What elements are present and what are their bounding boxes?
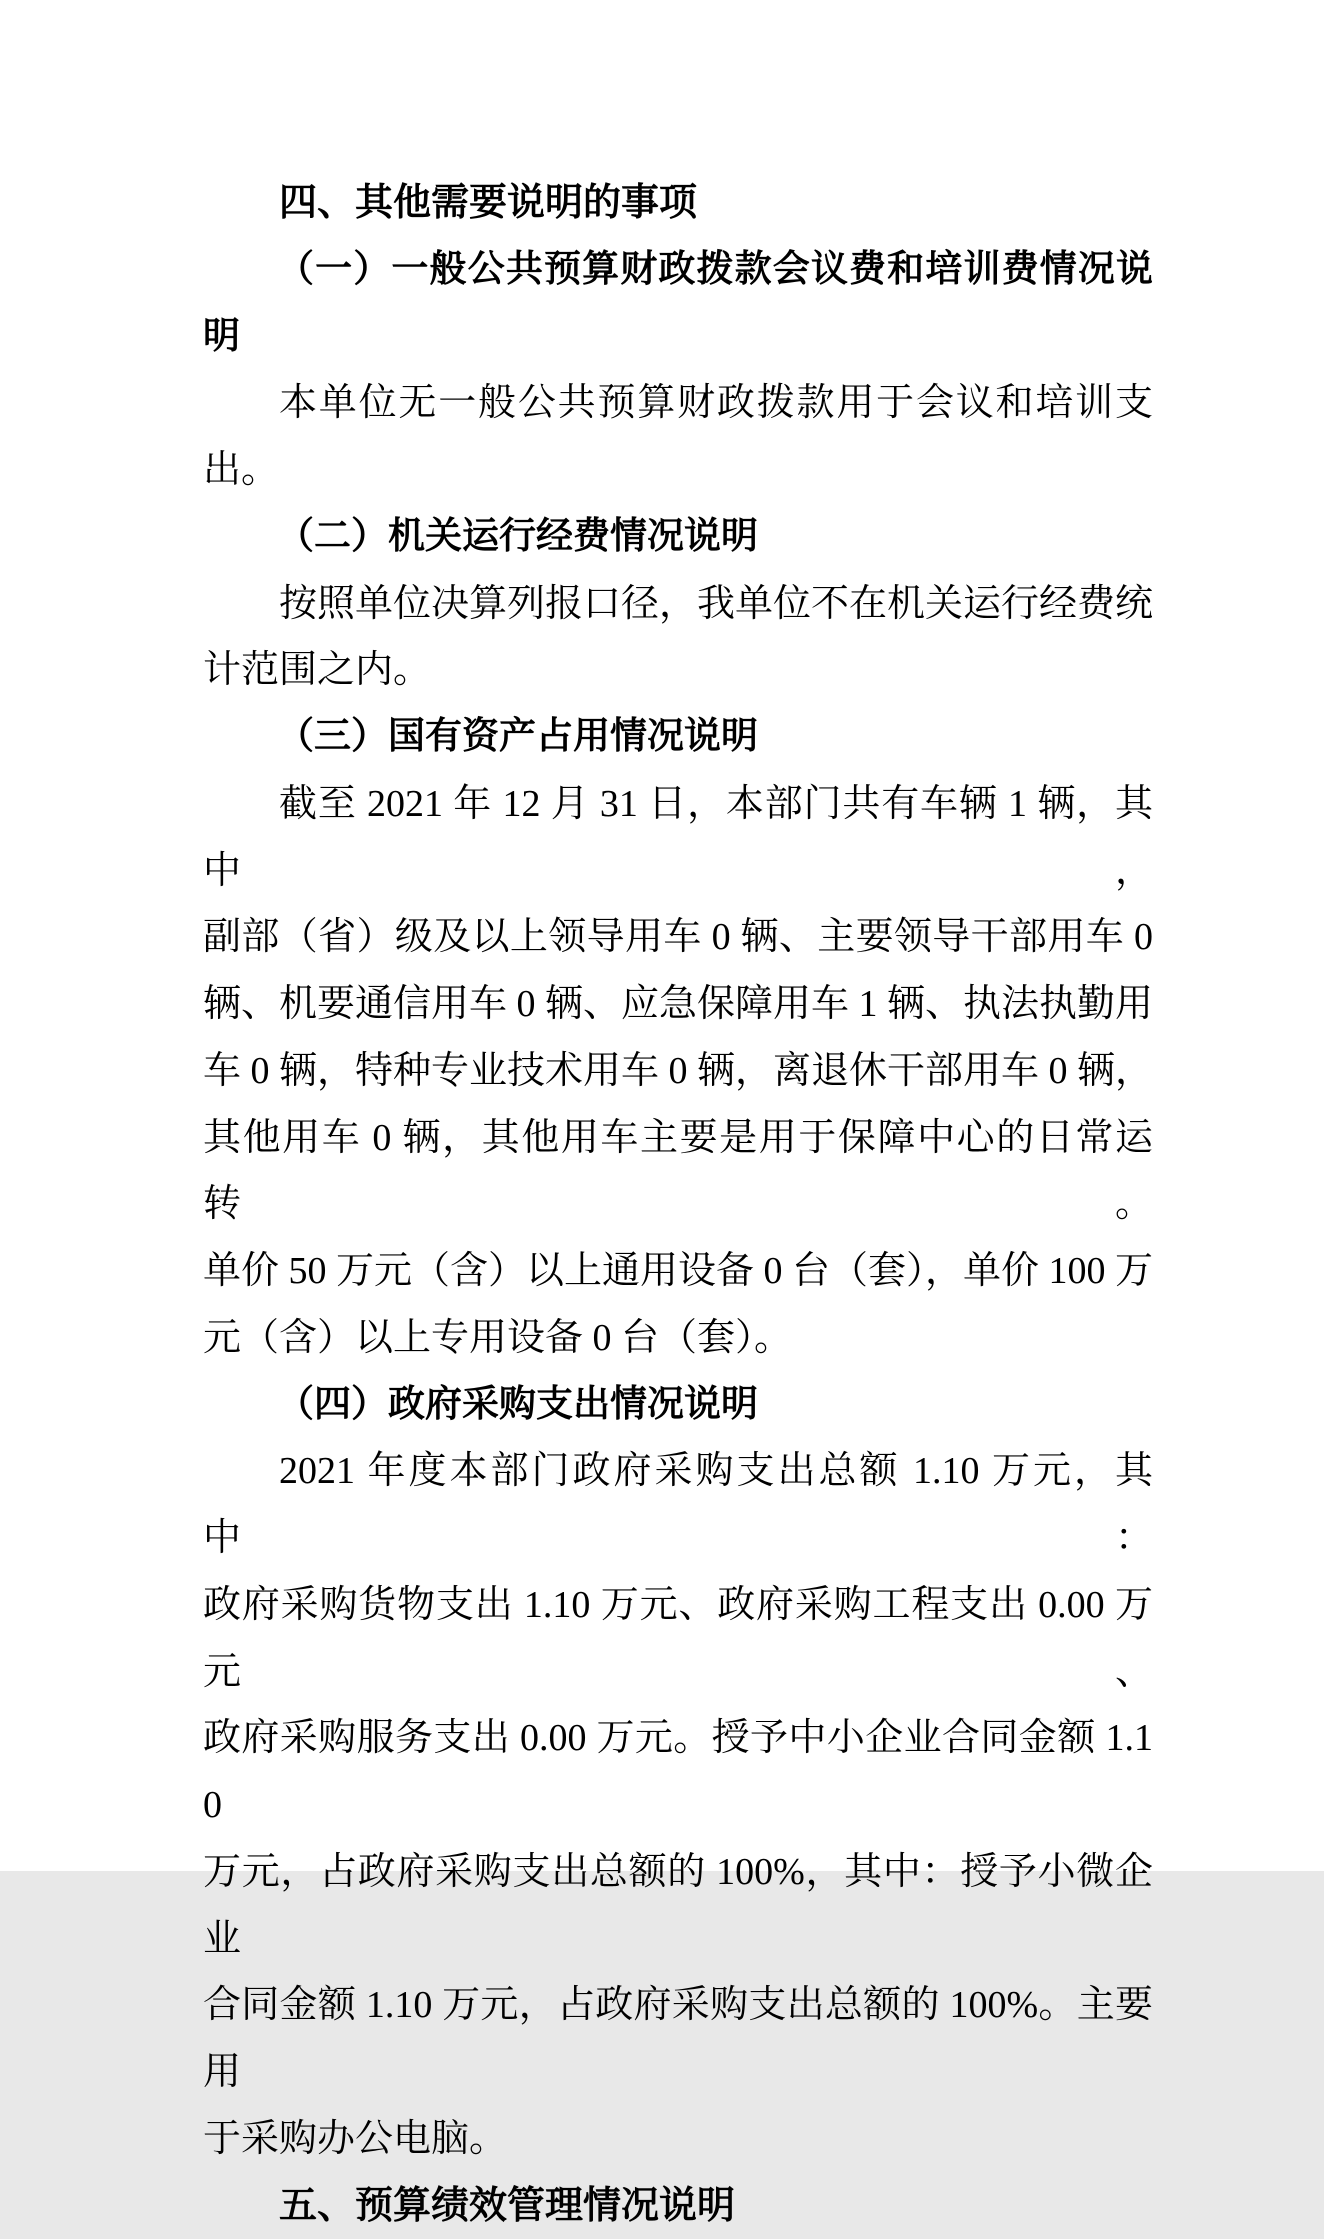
text-line: 合同金额 1.10 万元，占政府采购支出总额的 100%。主要用 <box>203 1972 1153 2106</box>
text-line: （二）机关运行经费情况说明 <box>203 504 1153 571</box>
text-line: 辆、机要通信用车 0 辆、应急保障用车 1 辆、执法执勤用 <box>203 971 1153 1038</box>
text-line: 车 0 辆，特种专业技术用车 0 辆，离退休干部用车 0 辆， <box>203 1038 1153 1105</box>
text-line: 副部（省）级及以上领导用车 0 辆、主要领导干部用车 0 <box>203 904 1153 971</box>
text-line: 政府采购服务支出 0.00 万元。授予中小企业合同金额 1.10 <box>203 1705 1153 1839</box>
text-line: 万元，占政府采购支出总额的 100%，其中：授予小微企业 <box>203 1839 1153 1973</box>
text-line: 截至 2021 年 12 月 31 日，本部门共有车辆 1 辆，其中， <box>203 771 1153 905</box>
text-line: （一）一般公共预算财政拨款会议费和培训费情况说 <box>203 237 1153 304</box>
text-line: 2021 年度本部门政府采购支出总额 1.10 万元，其中： <box>203 1438 1153 1572</box>
document-content <box>203 170 1153 2239</box>
text-line: 五、预算绩效管理情况说明 <box>203 2173 1153 2239</box>
text-line: 元（含）以上专用设备 0 台（套）。 <box>203 1305 1153 1372</box>
text-line: 按照单位决算列报口径，我单位不在机关运行经费统 <box>203 571 1153 638</box>
text-line: （三）国有资产占用情况说明 <box>203 704 1153 771</box>
text-line: 四、其他需要说明的事项 <box>203 170 1153 237</box>
text-line: 于采购办公电脑。 <box>203 2106 1153 2173</box>
text-line: 单价 50 万元（含）以上通用设备 0 台（套），单价 100 万 <box>203 1238 1153 1305</box>
text-line: 明 <box>203 304 1153 371</box>
text-line: 政府采购货物支出 1.10 万元、政府采购工程支出 0.00 万元、 <box>203 1572 1153 1706</box>
text-line: 本单位无一般公共预算财政拨款用于会议和培训支出。 <box>203 370 1153 504</box>
text-line: 计范围之内。 <box>203 637 1153 704</box>
text-line: （四）政府采购支出情况说明 <box>203 1372 1153 1439</box>
text-line: 其他用车 0 辆，其他用车主要是用于保障中心的日常运转。 <box>203 1105 1153 1239</box>
